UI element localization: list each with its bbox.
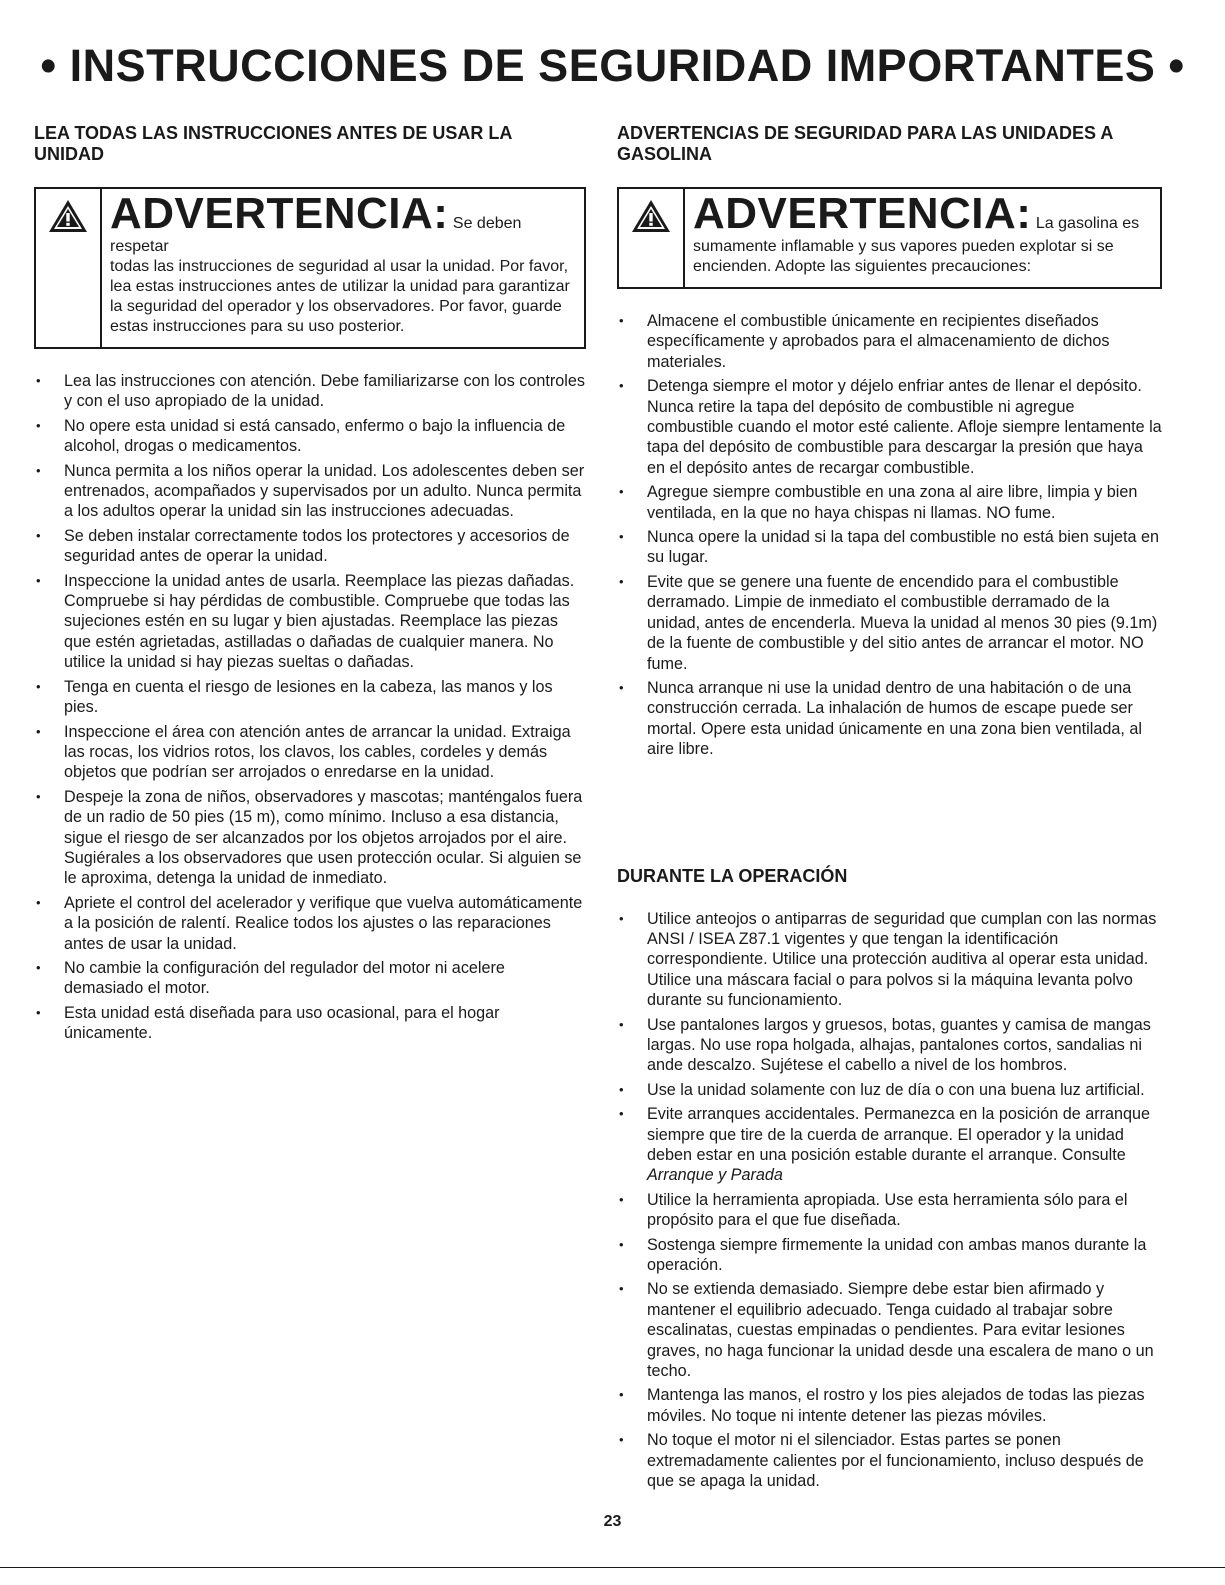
left-bullet-list (34, 371, 586, 1044)
operation-heading: DURANTE LA OPERACIÓN (617, 865, 848, 886)
list-item: • Esta unidad está diseñada para uso ocasional, para el hogar únicamente. (34, 1003, 586, 1044)
warning-triangle-icon (631, 199, 671, 233)
warning-body: todas las instrucciones de seguridad al usar la unidad. Por favor, lea estas instrucciones antes de utilizar la unidad para garantizar la seguridad del operador y los observadores. Por favor, guarde estas instrucciones para su uso posterior. (110, 258, 570, 335)
list-item: • Se deben instalar correctamente todos los protectores y accesorios de seguridad antes de operar la unidad. (34, 526, 586, 567)
list-item: • Inspeccione la unidad antes de usarla. Reemplace las piezas dañadas. Compruebe si hay pérdidas de combustible. Compruebe que todas las sujeciones estén en su lugar y bien ajustadas. Reemplace las piezas que estén agrietadas, astilladas o dañadas de cualquier manera. No utilice la unidad si hay piezas sueltas o dañadas. (34, 571, 586, 673)
list-item: • Mantenga las manos, el rostro y los pies alejados de todas las piezas móviles. No toque ni intente detener las piezas móviles. (617, 1385, 1162, 1426)
list-item: • Despeje la zona de niños, observadores y mascotas; manténgalos fuera de un radio de 50 pies (15 m), como mínimo. Incluso a esa distancia, sigue el riesgo de ser alcanzados por los objetos arrojados por el aire. Sugiérales a los observadores que usen protección ocular. Si alguien se le aproxima, detenga la unidad de inmediato. (34, 787, 586, 889)
start-stop-reference: Arranque y Parada (647, 1166, 783, 1185)
bottom-divider (0, 1567, 1225, 1568)
list-item: • Tenga en cuenta el riesgo de lesiones en la cabeza, las manos y los pies. (34, 677, 586, 718)
page-title: • INSTRUCCIONES DE SEGURIDAD IMPORTANTES • (40, 40, 1185, 91)
operation-bullet-list (617, 909, 1162, 1492)
right-section-heading: ADVERTENCIAS DE SEGURIDAD PARA LAS UNIDADES A GASOLINA (617, 123, 1113, 164)
list-item: • Nunca arranque ni use la unidad dentro de una habitación o de una construcción cerrada. La inhalación de humos de escape puede ser mortal. Opere esta unidad únicamente en una zona bien ventilada, al aire libre. (617, 678, 1162, 760)
list-item: • Sostenga siempre firmemente la unidad con ambas manos durante la operación. (617, 1235, 1162, 1276)
list-item: • No cambie la configuración del regulador del motor ni acelere demasiado el motor. (34, 958, 586, 999)
list-item: • Almacene el combustible únicamente en recipientes diseñados específicamente y aprobados para el almacenamiento de dichos materiales. (617, 311, 1162, 372)
list-item: • No toque el motor ni el silenciador. Estas partes se ponen extremadamente calientes por el funcionamiento, incluso después de que se apaga la unidad. (617, 1430, 1162, 1491)
right-bullet-list (617, 311, 1162, 760)
list-item: • Use pantalones largos y gruesos, botas, guantes y camisa de mangas largas. No use ropa holgada, alhajas, pantalones cortos, sandalias ni ande descalzo. Sujétese el cabello a nivel de los hombros. (617, 1015, 1162, 1076)
list-item: • Agregue siempre combustible en una zona al aire libre, limpia y bien ventilada, en la que no haya chispas ni llamas. NO fume. (617, 482, 1162, 523)
list-item (617, 1104, 1162, 1186)
warning-body: sumamente inflamable y sus vapores pueden explotar si se encienden. Adopte las siguientes precauciones: (693, 238, 1114, 275)
list-item: • Nunca opere la unidad si la tapa del combustible no está bien sujeta en su lugar. (617, 527, 1162, 568)
right-column (617, 123, 1162, 1496)
list-item: • Use la unidad solamente con luz de día o con una buena luz artificial. (617, 1080, 1162, 1100)
left-warning-icon-cell (36, 189, 102, 347)
right-warning-icon-cell (619, 189, 685, 287)
warning-word: ADVERTENCIA: (110, 189, 449, 238)
page-number: 23 (603, 1513, 622, 1530)
left-warning-box (34, 187, 586, 349)
list-item-text: Evite arranques accidentales. Permanezca en la posición de arranque siempre que tire de la cuerda de arranque. El operador y la unidad deben estar en una posición estable durante el arranque. Consulte (647, 1105, 1151, 1164)
warning-triangle-icon (48, 199, 88, 233)
list-item: • Evite que se genere una fuente de encendido para el combustible derramado. Limpie de inmediato el combustible derramado de la unidad, antes de encenderla. Mueva la unidad al menos 30 pies (9.1m) de la fuente de combustible y del sitio antes de arrancar el motor. NO fume. (617, 572, 1162, 674)
list-item: • Apriete el control del acelerador y verifique que vuelva automáticamente a la posición de ralentí. Realice todos los ajustes o las reparaciones antes de usar la unidad. (34, 893, 586, 954)
list-item: • Utilice la herramienta apropiada. Use esta herramienta sólo para el propósito para el que fue diseñada. (617, 1190, 1162, 1231)
warning-lead: La gasolina es (1035, 215, 1140, 232)
left-warning-text (102, 189, 584, 347)
right-warning-text (685, 189, 1160, 287)
list-item: • Lea las instrucciones con atención. Debe familiarizarse con los controles y con el uso apropiado de la unidad. (34, 371, 586, 412)
list-item: • Utilice anteojos o antiparras de seguridad que cumplan con las normas ANSI / ISEA Z87.1 vigentes y que tengan la identificación correspondiente. Utilice una protección auditiva al operar esta unidad. Utilice una máscara facial o para polvos si la máquina levanta polvo durante su funcionamiento. (617, 909, 1162, 1011)
list-item: • Inspeccione el área con atención antes de arrancar la unidad. Extraiga las rocas, los vidrios rotos, los clavos, los cables, cordeles y demás objetos que podrían ser arrojados o enredarse en la unidad. (34, 722, 586, 783)
list-item: • No opere esta unidad si está cansado, enfermo o bajo la influencia de alcohol, drogas o medicamentos. (34, 416, 586, 457)
warning-word: ADVERTENCIA: (693, 189, 1032, 238)
warning-lead: Se deben respetar (110, 215, 522, 255)
left-section-heading: LEA TODAS LAS INSTRUCCIONES ANTES DE USAR LA UNIDAD (34, 123, 512, 164)
list-item: • Detenga siempre el motor y déjelo enfriar antes de llenar el depósito. Nunca retire la tapa del depósito de combustible ni agregue combustible cuando el motor esté caliente. Afloje siempre lentamente la tapa del depósito de combustible para descargar la presión que haya en el depósito antes de recargar combustible. (617, 376, 1162, 478)
left-column (34, 123, 586, 1048)
list-item: • No se extienda demasiado. Siempre debe estar bien afirmado y mantener el equilibrio adecuado. Tenga cuidado al trabajar sobre escalinatas, cuestas empinadas o pendientes. Para evitar lesiones graves, no haga funcionar la unidad desde una escalera de mano o un techo. (617, 1279, 1162, 1381)
right-warning-box (617, 187, 1162, 289)
list-item: • Nunca permita a los niños operar la unidad. Los adolescentes deben ser entrenados, acompañados y supervisados por un adulto. Nunca permita a los adultos operar la unidad sin las instrucciones adecuadas. (34, 461, 586, 522)
